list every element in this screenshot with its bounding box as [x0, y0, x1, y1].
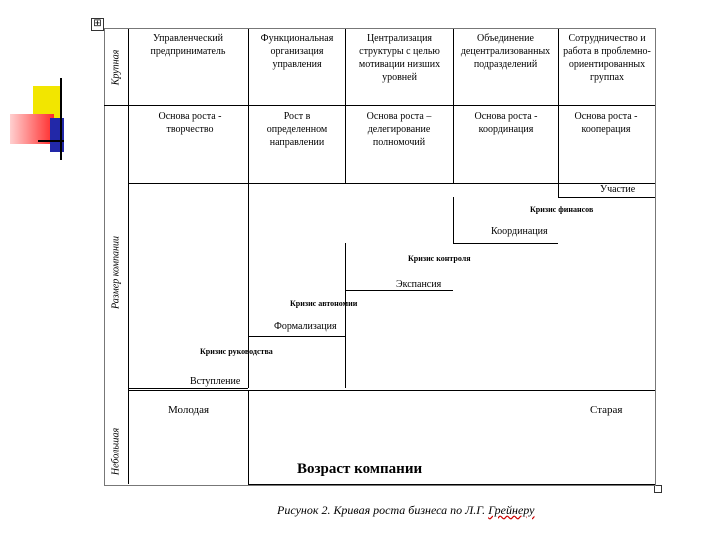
top-cell-5: Сотрудничество и работа в проблемно-ориентированных группах	[563, 33, 651, 83]
growth-cell-1: Основа роста - творчество	[158, 111, 222, 135]
column-divider-4	[558, 29, 559, 183]
stage-formalization: Формализация	[274, 321, 337, 332]
growth-cell-3: Основа роста – делегирование полномочий	[366, 111, 432, 148]
step-riser-4	[453, 197, 454, 244]
diagram-frame	[104, 28, 656, 486]
stage-coordination: Координация	[491, 226, 548, 237]
move-handle-icon[interactable]: ⊞	[91, 18, 104, 31]
column-divider-2	[345, 29, 346, 183]
bottom-row-divider	[128, 390, 655, 391]
decor-vertical-bar	[60, 78, 62, 160]
y-axis-label-size: Размер компании	[110, 236, 122, 309]
bottom-column-divider	[248, 390, 249, 484]
top-cell-2: Функциональная организация управления	[260, 33, 334, 70]
resize-handle[interactable]	[654, 485, 662, 493]
x-axis-title: Возраст компании	[297, 461, 423, 477]
step-line-expansion	[345, 290, 453, 291]
axis-column-divider	[128, 29, 129, 484]
crisis-finance: Кризис финансов	[530, 205, 594, 214]
top-cell-4: Объединение децентрализованных подразделений	[460, 33, 551, 70]
step-line-participation	[558, 197, 655, 198]
step-line-introduction	[128, 388, 248, 389]
step-riser-2	[345, 243, 346, 388]
column-divider-3	[453, 29, 454, 183]
caption-author-name: Грейнеру	[488, 503, 535, 517]
step-riser-1	[248, 183, 249, 388]
x-axis-label-young: Молодая	[168, 404, 210, 416]
growth-cell-5: Основа роста - кооперация	[574, 111, 638, 135]
top-cell-1: Управленческий предприниматель	[150, 33, 226, 57]
y-axis-label-large: Крупная	[110, 49, 122, 86]
step-line-formalization	[248, 336, 345, 337]
crisis-autonomy: Кризис автономии	[290, 299, 358, 308]
caption-prefix: Рисунок 2. Кривая роста бизнеса по Л.Г.	[277, 503, 489, 517]
step-riser-3	[558, 183, 559, 197]
x-axis-label-old: Старая	[590, 404, 623, 416]
stage-expansion: Экспансия	[396, 279, 442, 290]
x-axis-title-underline	[248, 484, 655, 485]
crisis-leadership: Кризис руководства	[200, 347, 273, 356]
step-line-coordination	[453, 243, 558, 244]
top-cell-3: Централизация структуры с целью мотивации низших уровней	[358, 33, 441, 83]
figure-caption	[277, 503, 534, 518]
row-divider-1	[104, 105, 655, 106]
y-axis-label-small: Небольшая	[110, 427, 122, 476]
stage-participation: Участие	[600, 184, 636, 195]
growth-cell-2: Рост в определенном направлении	[266, 111, 328, 148]
stage-introduction: Вступление	[190, 376, 241, 387]
column-divider-1	[248, 29, 249, 183]
row-divider-2	[128, 183, 655, 184]
growth-cell-4: Основа роста - координация	[474, 111, 538, 135]
crisis-control: Кризис контроля	[408, 254, 471, 263]
decor-horizontal-bar	[38, 140, 64, 142]
